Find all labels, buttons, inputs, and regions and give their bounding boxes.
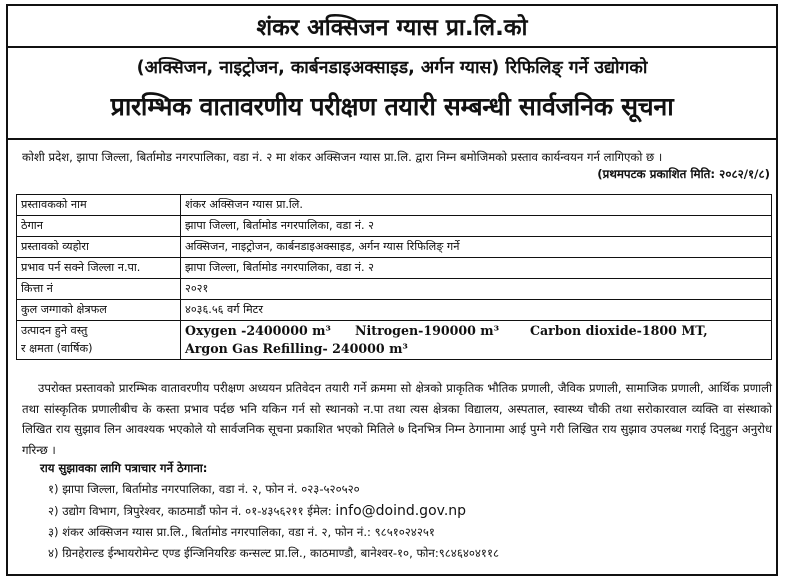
production-label-line: र क्षमता (वार्षिक) — [21, 342, 93, 355]
table-row — [17, 237, 772, 258]
address-item — [48, 503, 466, 519]
production-capacity — [181, 321, 772, 360]
co2-capacity: Carbon dioxide-1800 MT, — [530, 323, 708, 338]
address-item: १) झापा जिल्ला, बिर्तामोड नगरपालिका, वडा नं. २, फोन नं. ०२३-५२०५२० — [48, 482, 360, 496]
table-value: २०२१ — [181, 279, 772, 300]
table-row — [17, 216, 772, 237]
production-label — [17, 321, 181, 360]
notice-title: प्रारम्भिक वातावरणीय परीक्षण तयारी सम्बन्धी सार्वजनिक सूचना — [110, 92, 674, 121]
proposal-table — [16, 194, 772, 360]
table-row — [17, 279, 772, 300]
addresses-title: राय सुझावका लागि पत्राचार गर्ने ठेगाना: — [40, 461, 208, 475]
oxygen-capacity: Oxygen -2400000 m³ — [185, 323, 331, 338]
table-label: प्रस्तावकको नाम — [17, 195, 181, 216]
nitrogen-capacity: Nitrogen-190000 m³ — [355, 323, 500, 338]
table-row-production — [17, 321, 772, 360]
table-value: अक्सिजन, नाइट्रोजन, कार्बनडाइअक्साइड, अर्गन ग्यास रिफिलिङ् गर्ने — [181, 237, 772, 258]
email-link[interactable]: info@doind.gov.np — [335, 503, 467, 519]
intro-text: कोशी प्रदेश, झापा जिल्ला, बिर्तामोड नगरपालिका, वडा नं. २ मा शंकर अक्सिजन ग्यास प्रा.लि. द्वारा निम्न बमोजिमको प्रस्ताव कार्यन्वयन गर्न लागिएको छ । — [22, 150, 663, 164]
address-text: २) उद्योग विभाग, त्रिपुरेश्वर, काठमाडौं फोन नं. ०१-४३५६२११ ईमेल: — [48, 504, 332, 518]
company-title: शंकर अक्सिजन ग्यास प्रा.लि.को — [256, 15, 528, 41]
table-label: ठेगान — [17, 216, 181, 237]
table-label: कित्ता नं — [17, 279, 181, 300]
table-value: झापा जिल्ला, बिर्तामोड नगरपालिका, वडा नं. २ — [181, 216, 772, 237]
divider — [8, 138, 776, 140]
publication-date: (प्रथमपटक प्रकाशित मिति: २०८२/१/८) — [597, 167, 770, 181]
address-item: ४) ग्रिनहेराल्ड ईन्भायरोमेन्ट एण्ड ईन्जिनियरिङ कन्सल्ट प्रा.लि., काठमाण्डौ, बानेश्वर-१०, फोन:९८४६४०४११८ — [48, 546, 500, 560]
notice-subtitle: (अक्सिजन, नाइट्रोजन, कार्बनडाइअक्साइड, अर्गन ग्यास) रिफिलिङ् गर्ने उद्योगको — [136, 58, 648, 78]
table-label: कुल जग्गाको क्षेत्रफल — [17, 300, 181, 321]
table-value: शंकर अक्सिजन ग्यास प्रा.लि. — [181, 195, 772, 216]
table-row — [17, 195, 772, 216]
divider — [8, 46, 776, 48]
table-value: झापा जिल्ला, बिर्तामोड नगरपालिका, वडा नं. २ — [181, 258, 772, 279]
table-label: प्रस्तावको व्यहोरा — [17, 237, 181, 258]
production-label-line: उत्पादन हुने वस्तु — [21, 324, 88, 337]
table-row — [17, 300, 772, 321]
notice-body: उपरोक्त प्रस्तावको प्रारम्भिक वातावरणीय परीक्षण अध्ययन प्रतिवेदन तयारी गर्ने क्रममा सो क्षेत्रको प्राकृतिक भौतिक प्रणाली, जैविक प्रणाली, सामाजिक प्रणाली, आर्थिक प्रणाली तथा सांस्कृतिक प्रणालीबीच के कस्ता प्रभाव पर्दछ भनि यकिन गर्न सो स्थानको न.पा तथा त्यस क्षेत्रका विद्यालय, अस्पताल, स्वास्थ्य चौकी तथा सरोकारवाल व्यक्ति वा संस्थाको लिखित राय सुझाव लिन आवश्यक भएकोले यो सार्वजनिक सूचना प्रकाशित भएको मितिले ७ दिनभित्र निम्न ठेगानामा आई पुग्ने गरी लिखित राय सुझाव उपलब्ध गराई दिनुहुन अनुरोध गरिन्छ । — [22, 381, 773, 457]
table-row — [17, 258, 772, 279]
address-item: ३) शंकर अक्सिजन ग्यास प्रा.लि., बिर्तामोड नगरपालिका, वडा नं. २, फोन नं.: ९८५१०२४२५१ — [48, 525, 435, 539]
table-value: ४०३६.५६ वर्ग मिटर — [181, 300, 772, 321]
table-label: प्रभाव पर्न सक्ने जिल्ला न.पा. — [17, 258, 181, 279]
argon-capacity: Argon Gas Refilling- 240000 m³ — [185, 341, 408, 356]
